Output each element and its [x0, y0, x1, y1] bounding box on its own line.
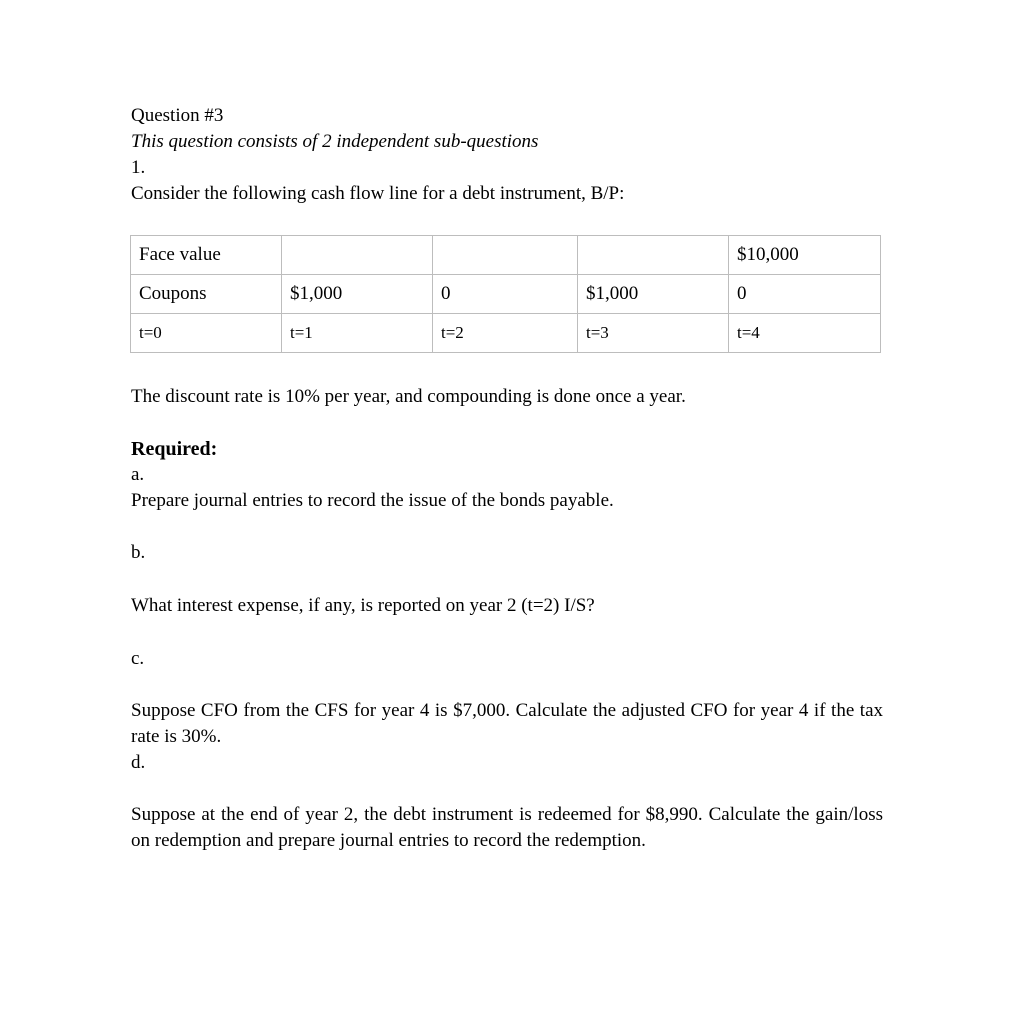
- table-cell: [282, 236, 433, 275]
- table-cell: [433, 236, 578, 275]
- table-cell: t=0: [131, 314, 282, 353]
- cash-flow-table: [130, 235, 881, 353]
- table-cell: t=4: [729, 314, 881, 353]
- discount-rate-note: The discount rate is 10% per year, and compounding is done once a year.: [131, 386, 686, 407]
- part-d-text: Suppose at the end of year 2, the debt instrument is redeemed for $8,990. Calculate the gain/loss on redemption and prepare journal entries to record the redemption.: [131, 804, 883, 851]
- table-row: [131, 236, 881, 275]
- part-d-label: d.: [131, 752, 146, 773]
- part-a-label: a.: [131, 464, 145, 485]
- table-cell: t=1: [282, 314, 433, 353]
- intro-text: Consider the following cash flow line for a debt instrument, B/P:: [131, 183, 625, 204]
- part-b-text: What interest expense, if any, is reported on year 2 (t=2) I/S?: [131, 595, 595, 616]
- table-cell: Face value: [131, 236, 282, 275]
- table-row: [131, 275, 881, 314]
- section-number: 1.: [131, 157, 146, 178]
- part-c-text: Suppose CFO from the CFS for year 4 is $7,000. Calculate the adjusted CFO for year 4 if the tax rate is 30%.: [131, 700, 883, 747]
- table-cell: t=3: [578, 314, 729, 353]
- table-cell: $10,000: [729, 236, 881, 275]
- table-cell: 0: [433, 275, 578, 314]
- required-heading: Required:: [131, 438, 218, 460]
- part-c-label: c.: [131, 648, 145, 669]
- table-cell: Coupons: [131, 275, 282, 314]
- table-cell: t=2: [433, 314, 578, 353]
- table-cell: $1,000: [578, 275, 729, 314]
- table-cell: [578, 236, 729, 275]
- part-a-text: Prepare journal entries to record the issue of the bonds payable.: [131, 490, 614, 511]
- table-cell: $1,000: [282, 275, 433, 314]
- question-title: Question #3: [131, 105, 224, 126]
- question-subtitle: This question consists of 2 independent sub-questions: [131, 131, 539, 152]
- table-cell: 0: [729, 275, 881, 314]
- table-row: [131, 314, 881, 353]
- part-b-label: b.: [131, 542, 146, 563]
